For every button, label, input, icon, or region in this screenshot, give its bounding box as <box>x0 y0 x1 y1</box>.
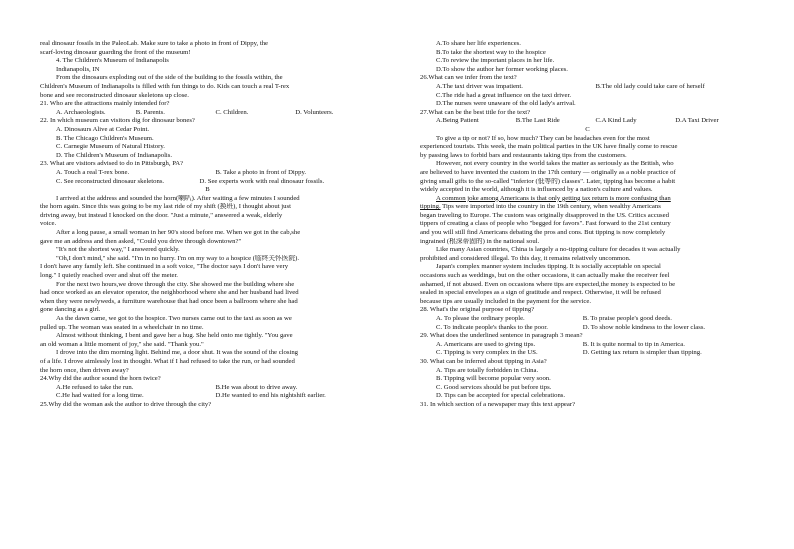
passage-line: had once worked as an elevator operator, the neighborhood where she and her husband had lived <box>40 289 299 297</box>
museum-paragraph-line: From the dinosaurs exploding out of the side of the building to the fossils within, the <box>56 74 283 82</box>
option-c[interactable]: C.To review the important places in her life. <box>436 57 555 65</box>
option-b[interactable]: B.The old lady could take care of herself <box>595 82 705 90</box>
option-a[interactable]: A.He refused to take the run. <box>56 383 134 391</box>
section-c-marker: C <box>585 125 590 133</box>
option-d[interactable]: D. Getting tax return is simpler than tipping. <box>582 349 702 357</box>
passage-line: tippers of creating a class of people who "begged for favors". Fast forward to the 21st century <box>420 220 671 228</box>
passage-line: occasions such as weddings, but on the other occasions, it can actually make the receiver feel <box>420 272 670 280</box>
intro-line: scarf-loving dinosaur guarding the front of the museum! <box>40 48 191 56</box>
question-26-options-ab <box>420 83 755 92</box>
question-28-stem: 28. What's the original purpose of tipping? <box>420 306 535 314</box>
intro-line: real dinosaur fossils in the PaleoLab. Make sure to take a photo in front of Dippy, the <box>40 40 269 47</box>
question-27-stem: 27.What can be the best title for the text? <box>420 108 531 116</box>
passage-text: Tips were imported into the country in the 19th century, when wealthy Americans <box>440 203 661 211</box>
passage-line: ingrained (根深蒂固的) in the national soul. <box>420 237 540 245</box>
passage-line: voice. <box>40 220 57 228</box>
option-d[interactable]: D.The nurses were unaware of the old lady's arrival. <box>436 100 576 108</box>
option-d[interactable]: D. See experts work with real dinosaur fossils. <box>199 177 325 185</box>
question-29-stem: 29. What does the underlined sentence in paragraph 3 mean? <box>420 332 583 340</box>
option-b[interactable]: B.He was about to drive away. <box>215 383 298 391</box>
question-26-stem: 26.What can we infer from the text? <box>420 74 517 82</box>
option-d[interactable]: D. Volunteers. <box>295 108 334 116</box>
passage-line: Like many Asian countries, China is largely a no-tipping culture for decades it was actually <box>436 246 681 254</box>
section-b-marker: B <box>205 186 210 194</box>
underlined-sentence: tipping. <box>420 203 441 211</box>
option-a[interactable]: A.The taxi driver was impatient. <box>436 82 523 90</box>
museum-heading: 4. The Children's Museum of Indianapolis <box>56 57 169 65</box>
passage-line: began traveling to Europe. The custom was originally disapproved in the US. Critics accused <box>420 211 669 219</box>
option-c[interactable]: C. Tipping is very complex in the US. <box>436 349 538 357</box>
question-23-options-cd <box>40 178 375 187</box>
passage-line: by passing laws to forbid bars and restaurants taking tips from the customers. <box>420 151 627 159</box>
passage-line: widely accepted in the world, although it is influenced by a nation's culture and values. <box>420 186 653 194</box>
passage-line: gone dancing as a girl. <box>40 306 101 314</box>
question-28-options-ab <box>420 315 755 324</box>
option-b[interactable]: B.To take the shortest way to the hospice <box>436 48 546 56</box>
question-25-stem: 25.Why did the woman ask the author to drive through the city? <box>40 400 212 408</box>
passage-line: because tips are usually included in the payment for the service. <box>420 297 592 305</box>
passage-line: To give a tip or not? If so, how much? They can be headaches even for the most <box>436 134 650 142</box>
story-passage <box>40 195 375 375</box>
question-27-options <box>420 117 755 126</box>
option-c[interactable]: C. To indicate people's thanks to the poor. <box>436 323 548 331</box>
tipping-passage <box>420 135 755 195</box>
passage-line: when they were newlyweds, a furniture warehouse that had once been a ballroom where she had <box>40 297 298 305</box>
passage-line: of a life. I drove aimlessly lost in thought. What if I had refused to take the run, or had sounded <box>40 357 295 365</box>
passage-line: the horn once, then driven away? <box>40 366 129 374</box>
option-c[interactable]: C. Good services should be put before tips. <box>436 383 552 391</box>
option-a[interactable]: A. Tips are totally forbidden in China. <box>436 366 539 374</box>
passage-line: long." I quietly reached over and shut off the meter. <box>40 272 178 280</box>
option-c[interactable]: C. Children. <box>215 108 249 116</box>
option-d[interactable]: D. The Children's Museum of Indianapolis. <box>56 151 173 159</box>
option-c[interactable]: C.He had waited for a long time. <box>56 392 144 400</box>
passage-line: ashamed, if not abused. Even on occasions where tips are expected,the money is expected to be <box>420 280 676 288</box>
passage-line: driving away, but instead I knocked on the door. "Just a minute," answered a weak, elderly <box>40 211 283 219</box>
passage-line: After a long pause, a small woman in her 90's stood before me. When we got in the cab,she <box>56 229 301 237</box>
left-column <box>40 40 375 410</box>
option-b[interactable]: B. Parents. <box>135 108 165 116</box>
passage-line: However, not every country in the world takes the matter as seriously as the British, who <box>436 160 674 168</box>
passage-line: the horn again. Since this was going to be my last ride of my shift (换班), I thought about just <box>40 203 291 211</box>
passage-line: gave me an address and then asked, "Could you drive through downtown?" <box>40 237 242 245</box>
option-a[interactable]: A. To please the ordinary people. <box>436 315 525 322</box>
passage-line: I don't have any family left. She continued in a soft voice, "The doctor says I don't have very <box>40 263 289 271</box>
option-b[interactable]: B. Tipping will become popular very soon. <box>436 375 551 383</box>
passage-line: giving small gifts to the so-called "inferior (低等的) classes". Later, tipping has become a habit <box>420 177 676 185</box>
option-b[interactable]: B. To praise people's good deeds. <box>582 315 672 322</box>
passage-line: For the next two hours,we drove through the city. She showed me the building where she <box>56 280 295 288</box>
option-a[interactable]: A. Touch a real T-rex bone. <box>56 168 130 176</box>
option-c[interactable]: C.The ride had a great influence on the taxi driver. <box>436 91 571 99</box>
passage-line <box>420 195 755 204</box>
option-c[interactable]: C. See reconstructed dinosaur skeletons. <box>56 177 165 185</box>
passage-line <box>420 203 755 212</box>
question-24-options-ab <box>40 384 375 393</box>
question-22-stem: 22. In which museum can visitors dig for dinosaur bones? <box>40 117 195 125</box>
museum-paragraph-line: bone and see reconstructed dinosaur skeletons up close. <box>40 91 189 99</box>
option-d[interactable]: D. Tips can be accepted for special celebrations. <box>436 392 566 400</box>
underlined-sentence: A common joke among Americans is that only getting tax return is more confusing than <box>436 194 671 202</box>
question-21-stem: 21. Who are the attractions mainly intended for? <box>40 100 170 108</box>
question-23-stem: 23. What are visitors advised to do in Pittsburgh, PA? <box>40 160 184 168</box>
passage-line: Almost without thinking, I bent and gave her a hug. She held onto me tightly. "You gave <box>56 332 293 340</box>
passage-line: pulled up. The woman was seated in a wheelchair in no time. <box>40 323 204 331</box>
option-d[interactable]: D.A Taxi Driver <box>675 117 719 125</box>
museum-paragraph-line: Children's Museum of Indianapolis is filled with fun things to do. Kids can touch a real T-rex <box>40 82 290 90</box>
passage-line: "It's not the shortest way," I answered quickly. <box>56 246 180 254</box>
question-29-options-cd <box>420 349 755 358</box>
option-d[interactable]: D.To show the author her former working places. <box>436 65 568 73</box>
option-a[interactable]: A.To share her life experiences. <box>436 40 521 47</box>
question-24-options-cd <box>40 392 375 401</box>
question-29-options-ab <box>420 341 755 350</box>
passage-line: experienced tourists. This week, the main political parties in the UK have finally come to rescue <box>420 143 678 151</box>
option-a[interactable]: A. Americans are used to giving tips. <box>436 340 536 348</box>
option-a[interactable]: A.Being Patient <box>436 117 479 125</box>
passage-line: "Oh,I don't mind," she said. "I'm in no hurry. I'm on my way to a hospice (临终关怀医院). <box>56 254 299 262</box>
option-d[interactable]: D. To show noble kindness to the lower class. <box>582 323 706 331</box>
passage-line: sealed in special envelopes as a sign of gratitude and respect. Otherwise, it will be refused <box>420 289 661 297</box>
option-a[interactable]: A. Dinosaurs Alive at Cedar Point. <box>56 125 150 133</box>
passage-line: and you will still find Americans debating the pros and cons. But tipping is now completely <box>420 229 666 237</box>
question-28-options-cd <box>420 324 755 333</box>
passage-line: As the dawn came, we got to the hospice. Two nurses came out to the taxi as soon as we <box>56 315 292 322</box>
passage-line: prohibited and considered illegal. To this day, it remains relatively uncommon. <box>420 254 631 262</box>
passage-line: I drove into the dim morning light. Behind me, a door shut. It was the sound of the closing <box>56 349 299 357</box>
option-b[interactable]: B. Take a photo in front of Dippy. <box>215 168 307 176</box>
option-c[interactable]: C. Carnegie Museum of Natural History. <box>56 143 165 151</box>
option-d[interactable]: D.He wanted to end his nightshift earlier. <box>215 392 326 400</box>
question-31-stem: 31. In which section of a newspaper may this text appear? <box>420 400 576 408</box>
question-30-stem: 30. What can be inferred about tipping in Asia? <box>420 357 547 365</box>
tipping-passage-continued <box>420 246 755 306</box>
option-b[interactable]: B.The Last Ride <box>515 117 560 125</box>
passage-line: Japan's complex manner system includes tipping. It is socially acceptable on special <box>436 263 661 271</box>
question-23-options-ab <box>40 169 375 178</box>
question-21-options <box>40 109 375 118</box>
passage-line: an old woman a little moment of joy," she said. "Thank you." <box>40 340 204 348</box>
museum-city: Indianapolis, IN <box>56 65 100 73</box>
question-24-stem: 24.Why did the author sound the horn twice? <box>40 375 161 383</box>
option-b[interactable]: B. The Chicago Children's Museum. <box>56 134 154 142</box>
option-b[interactable]: B. It is quite normal to tip in America. <box>582 340 685 348</box>
right-column <box>420 40 755 410</box>
option-c[interactable]: C.A Kind Lady <box>595 117 637 125</box>
passage-line: are believed to have invented the custom in the 17th century — originally as a noble practice of <box>420 168 676 176</box>
option-a[interactable]: A. Archaeologists. <box>56 108 106 116</box>
passage-line: I arrived at the address and sounded the horn(喇叭). After waiting a few minutes I sounded <box>56 194 300 202</box>
